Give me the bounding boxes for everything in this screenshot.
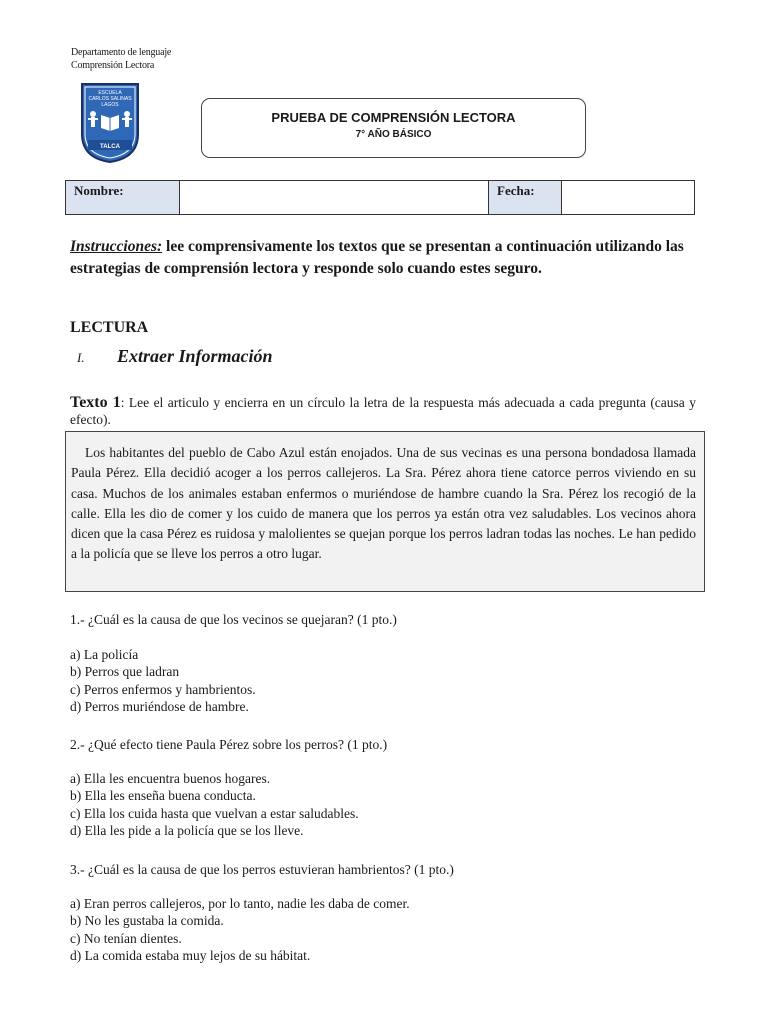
title-box	[201, 98, 586, 158]
question-3	[70, 861, 710, 878]
question-3-option-c[interactable]: c) No tenían dientes.	[70, 930, 182, 946]
instructions-label: Instrucciones:	[70, 238, 163, 255]
section-number: I.	[77, 350, 85, 365]
question-3-option-a[interactable]: a) Eran perros callejeros, por lo tanto, nadie les daba de comer.	[70, 896, 410, 911]
test-title: PRUEBA DE COMPRENSIÓN LECTORA	[271, 110, 516, 125]
question-2-option-a[interactable]: a) Ella les encuentra buenos hogares.	[70, 771, 271, 786]
date-label: Fecha:	[489, 181, 562, 215]
section-title: Extraer Información	[117, 346, 273, 366]
date-field[interactable]	[562, 181, 695, 215]
instructions-text: lee comprensivamente los textos que se presentan a continuación utilizando las estrategias de comprensión lectora y responde solo cuando estes seguro.	[70, 238, 684, 277]
test-grade: 7° AÑO BÁSICO	[355, 129, 432, 140]
question-2-options	[70, 770, 710, 839]
question-1	[70, 611, 710, 628]
question-2-option-b[interactable]: b) Ella les enseña buena conducta.	[70, 788, 256, 804]
crest-text-line-1: ESCUELA	[98, 90, 122, 96]
subject-label: Comprensión Lectora	[71, 60, 155, 71]
question-3-text: 3.- ¿Cuál es la causa de que los perros estuvieran hambrientos? (1 pto.)	[70, 862, 454, 877]
texto1-text: : Lee el articulo y encierra en un círculo la letra de la respuesta más adecuada a cada pregunta (causa y efecto).	[70, 395, 696, 427]
question-2-option-c[interactable]: c) Ella los cuida hasta que vuelvan a estar saludables.	[70, 805, 359, 821]
question-2-text: 2.- ¿Qué efecto tiene Paula Pérez sobre los perros? (1 pto.)	[70, 737, 388, 752]
lectura-heading: LECTURA	[70, 319, 149, 336]
crest-text-line-2: CARLOS SALINAS	[88, 96, 132, 102]
crest-city: TALCA	[100, 144, 120, 150]
passage-text: Los habitantes del pueblo de Cabo Azul están enojados. Una de sus vecinas es una persona bondadosa llamada Paula Pérez. Ella decidió acoger a los perros callejeros. La Sra. Pérez ahora tiene catorce perros viviendo en su casa. Muchos de los animales estaban enfermos o muriéndose de hambre cuando la Sra. Pérez los recogió de la calle. Ella les dio de comer y los cuido de manera que los perros ya están otra vez saludables. Los vecinos ahora dicen que la casa Pérez es ruidosa y malolientes se quejan porque los perros ladran todas las noches. Le han pedido a la policía que se lleve los perros a otro lugar.	[71, 445, 696, 562]
question-2-option-d[interactable]: d) Ella les pide a la policía que se los lleve.	[70, 822, 304, 838]
question-1-options	[70, 646, 710, 715]
school-crest-logo	[80, 82, 140, 164]
texto1-label: Texto 1	[70, 394, 121, 411]
name-field[interactable]	[180, 181, 489, 215]
question-3-option-d[interactable]: d) La comida estaba muy lejos de su hábitat.	[70, 947, 311, 963]
department-label: Departamento de lenguaje	[71, 47, 172, 58]
instructions	[70, 236, 700, 280]
question-1-option-c[interactable]: c) Perros enfermos y hambrientos.	[70, 681, 256, 697]
question-2	[70, 736, 710, 753]
texto1-instruction	[70, 394, 696, 428]
crest-text-line-3: LAGOS	[101, 102, 119, 108]
name-label: Nombre:	[66, 181, 180, 215]
question-1-option-a[interactable]: a) La policía	[70, 647, 139, 662]
reading-passage	[65, 431, 705, 592]
question-3-options	[70, 895, 710, 964]
question-1-text: 1.- ¿Cuál es la causa de que los vecinos se quejaran? (1 pto.)	[70, 612, 397, 627]
question-1-option-b[interactable]: b) Perros que ladran	[70, 664, 180, 680]
question-3-option-b[interactable]: b) No les gustaba la comida.	[70, 913, 224, 929]
question-1-option-d[interactable]: d) Perros muriéndose de hambre.	[70, 698, 249, 714]
student-info-table	[65, 180, 695, 215]
